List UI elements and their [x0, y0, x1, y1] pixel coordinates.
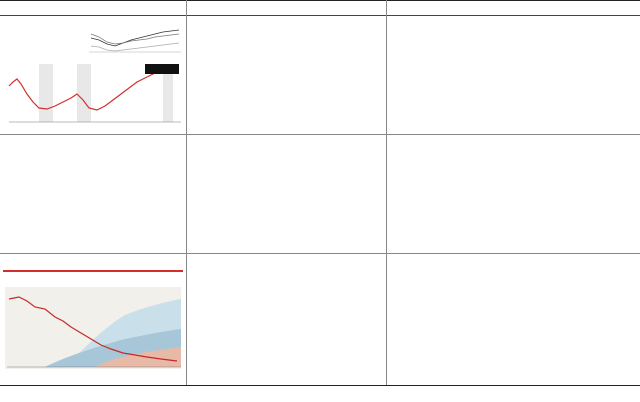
- chart-top-accent: [3, 270, 183, 272]
- inset-lines: [85, 24, 181, 56]
- population-plot: [5, 170, 181, 244]
- annotation-6: [146, 65, 180, 69]
- recession-band-2: [77, 64, 91, 122]
- covid-ifr-chart: [3, 270, 183, 378]
- annotation-2: [5, 81, 41, 85]
- covid-plot: [5, 287, 181, 369]
- col-divider-1: [186, 0, 187, 385]
- jobs-by-region-inset: [85, 18, 181, 56]
- header-rule: [0, 15, 640, 16]
- col-divider-2: [386, 0, 387, 385]
- annotation-7: [137, 114, 181, 118]
- bay-area-jobs-chart: [3, 18, 183, 132]
- table-top-rule: [0, 0, 640, 1]
- row-rule-2: [0, 253, 640, 254]
- row-rule-1: [0, 134, 640, 135]
- recession-band-1: [39, 64, 53, 122]
- annotation-4: [99, 102, 135, 106]
- table-bottom-rule: [0, 385, 640, 386]
- total-jobs-plot: [5, 64, 181, 130]
- annotation-5: [129, 90, 159, 94]
- seattle-population-chart: [3, 150, 183, 246]
- annotation-3: [43, 104, 83, 108]
